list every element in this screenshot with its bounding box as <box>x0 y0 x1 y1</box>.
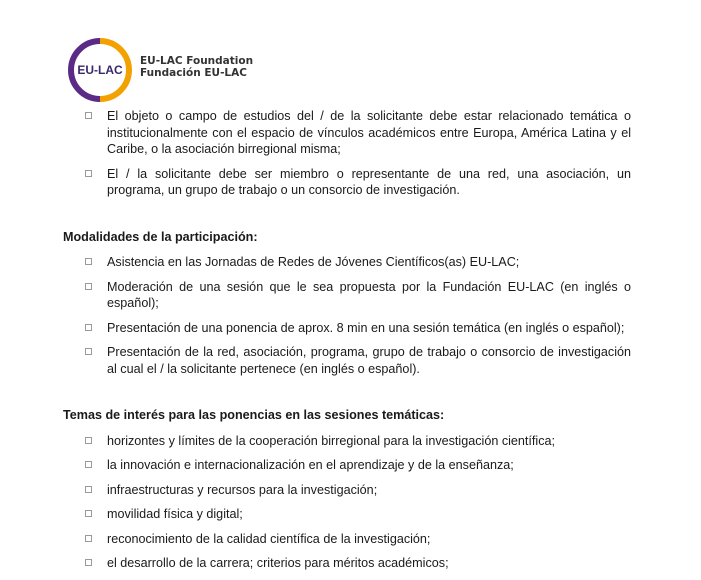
list-item <box>63 344 631 377</box>
list-item-text: infraestructuras y recursos para la investigación; <box>107 482 378 497</box>
list-item <box>63 166 631 199</box>
checkbox-bullet-icon <box>85 510 92 517</box>
list-item-text: la innovación e internacionalización en el aprendizaje y de la enseñanza; <box>107 458 514 472</box>
checkbox-bullet-icon <box>85 258 92 265</box>
list-item <box>63 482 631 499</box>
list-item-text: El objeto o campo de estudios del / de la solicitante debe estar relacionado temática o institucionalmente con el espacio de vínculos académicos entre Europa, América Latina y el Caribe, o la asociación birregional misma; <box>107 109 631 156</box>
list-item-text: reconocimiento de la calidad científica de la investigación; <box>107 531 431 546</box>
checkbox-bullet-icon <box>85 535 92 542</box>
list-item <box>63 279 631 312</box>
logo-text: EU-LAC <box>77 63 123 77</box>
checkbox-bullet-icon <box>85 437 92 444</box>
checkbox-bullet-icon <box>85 461 92 468</box>
list-item <box>63 506 631 523</box>
list-item <box>63 531 631 548</box>
list-item-text: el desarrollo de la carrera; criterios para méritos académicos; <box>107 556 449 570</box>
checkbox-bullet-icon <box>85 324 92 331</box>
brand-name <box>140 55 253 80</box>
list-item <box>63 555 631 572</box>
brand-line-en: EU-LAC Foundation <box>140 54 254 67</box>
brand-line-es: Fundación EU-LAC <box>140 67 247 79</box>
list-item-text: Moderación de una sesión que le sea propuesta por la Fundación EU-LAC (en inglés o español); <box>107 279 631 310</box>
list-item <box>63 108 631 158</box>
checkbox-bullet-icon <box>85 486 92 493</box>
list-item-text: horizontes y límites de la cooperación birregional para la investigación científica; <box>107 433 556 448</box>
checkbox-bullet-icon <box>85 283 92 290</box>
document-body <box>63 108 631 580</box>
list-item <box>63 457 631 474</box>
list-item-text: Presentación de la red, asociación, programa, grupo de trabajo o consorcio de investigación al cual el / la solicitante pertenece (en inglés o español). <box>107 345 631 376</box>
list-item-text: movilidad física y digital; <box>107 507 243 521</box>
list-item-text: Asistencia en las Jornadas de Redes de Jóvenes Científicos(as) EU-LAC; <box>107 255 520 269</box>
checkbox-bullet-icon <box>85 170 92 177</box>
list-item <box>63 254 631 271</box>
checkbox-bullet-icon <box>85 348 92 355</box>
list-item-text: El / la solicitante debe ser miembro o representante de una red, una asociación, un programa, un grupo de trabajo o un consorcio de investigación. <box>107 166 631 197</box>
list-item <box>63 320 631 337</box>
checkbox-bullet-icon <box>85 559 92 566</box>
checkbox-bullet-icon <box>85 112 92 119</box>
eu-lac-logo <box>68 38 132 102</box>
section-heading-temas: Temas de interés para las ponencias en las sesiones temáticas: <box>63 408 445 422</box>
document-header <box>68 38 253 102</box>
section-heading-modalidades: Modalidades de la participación: <box>63 229 258 244</box>
list-item <box>63 433 631 450</box>
list-item-text: Presentación de una ponencia de aprox. 8 min en una sesión temática (en inglés o español); <box>107 320 625 335</box>
eu-lac-logo-icon <box>68 38 132 102</box>
